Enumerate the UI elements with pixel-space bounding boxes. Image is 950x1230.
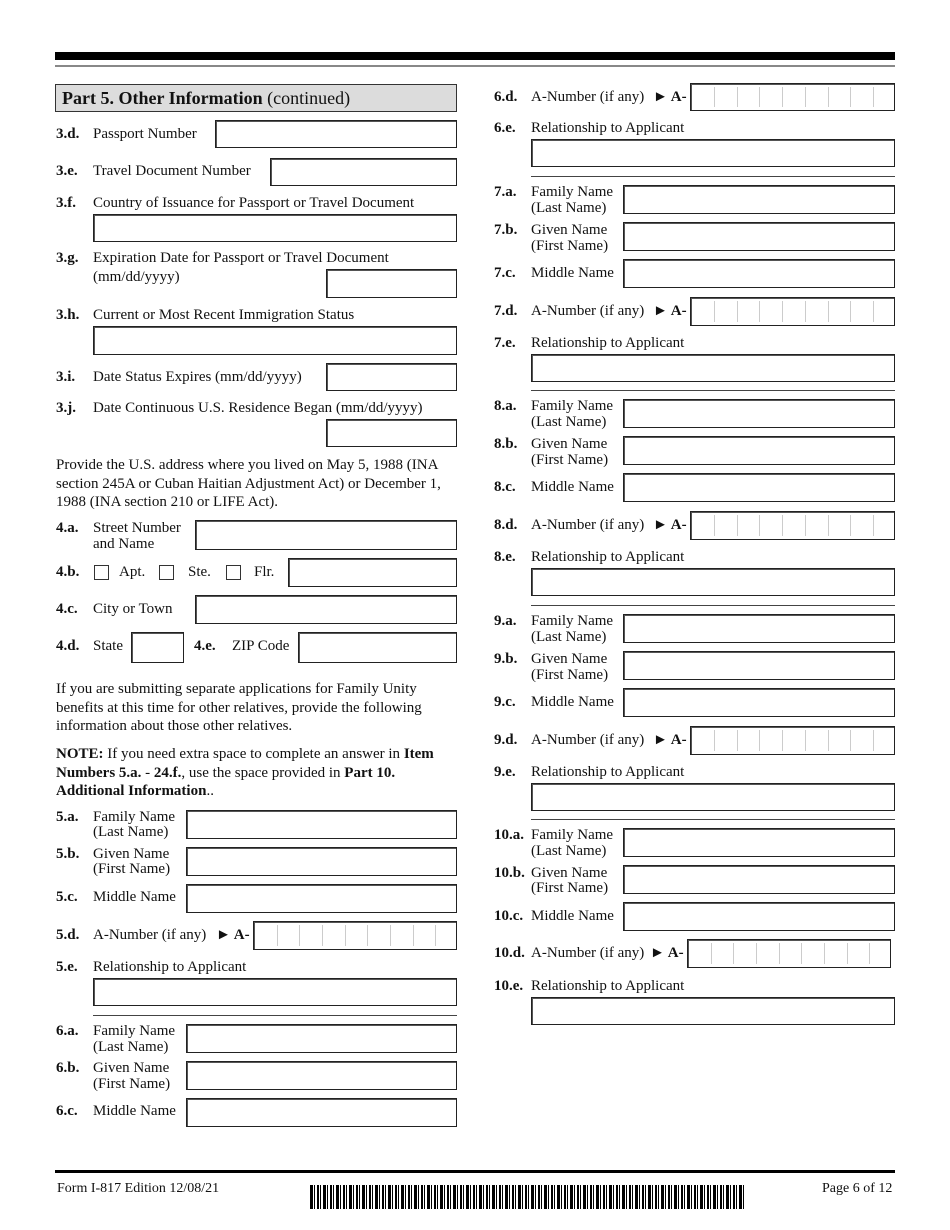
section-divider [531, 390, 895, 391]
country-of-issuance-input[interactable] [93, 214, 457, 242]
a-number-input-8d[interactable] [690, 511, 895, 540]
field-label: A-Number (if any) [93, 927, 207, 943]
item-number: 10.c. [494, 908, 524, 924]
note-item-start: Item Numbers 5.a. [56, 746, 434, 781]
item-number: 3.f. [56, 195, 76, 211]
field-label: Middle Name [93, 1103, 176, 1119]
field-label: Given Name [531, 865, 608, 881]
field-label-sub: (First Name) [531, 238, 609, 254]
ste-checkbox[interactable] [159, 565, 174, 580]
section-header [55, 84, 457, 112]
item-number: 7.b. [494, 222, 518, 238]
item-number: 3.i. [56, 369, 76, 385]
a-number-digit-divider [714, 301, 715, 322]
item-number: 3.g. [56, 250, 79, 266]
family-name-input-7[interactable] [623, 185, 895, 214]
field-label-sub: (First Name) [531, 880, 609, 896]
status-expires-input[interactable] [326, 363, 457, 391]
top-rule-thin [55, 65, 895, 67]
a-number-prefix: ► A- [653, 517, 687, 533]
middle-name-input-7[interactable] [623, 259, 895, 288]
barcode [310, 1185, 744, 1209]
given-name-input-5[interactable] [186, 847, 457, 876]
section-divider [93, 1015, 457, 1016]
field-label: Family Name [531, 398, 614, 414]
item-number: 8.d. [494, 517, 518, 533]
a-number-digit-divider [873, 301, 874, 322]
item-number: 8.b. [494, 436, 518, 452]
item-number: 7.a. [494, 184, 517, 200]
item-number: 10.a. [494, 827, 524, 843]
a-number-digit-divider [367, 925, 368, 946]
field-label: Street Number [93, 520, 181, 536]
field-label: Given Name [93, 846, 170, 862]
a-number-digit-divider [759, 301, 760, 322]
family-name-input-9[interactable] [623, 614, 895, 643]
field-label-sub: (First Name) [531, 667, 609, 683]
a-number-prefix: ► A- [216, 927, 250, 943]
item-number: 8.a. [494, 398, 517, 414]
item-number: 6.b. [56, 1060, 80, 1076]
a-number-digit-divider [759, 730, 760, 751]
residence-began-input[interactable] [326, 419, 457, 447]
a-number-digit-divider [782, 730, 783, 751]
field-label-sub: (Last Name) [93, 1039, 169, 1055]
item-number: 6.c. [56, 1103, 78, 1119]
a-number-digit-divider [733, 943, 734, 964]
middle-name-input-8[interactable] [623, 473, 895, 502]
field-label: A-Number (if any) [531, 732, 645, 748]
a-number-digit-divider [873, 730, 874, 751]
form-edition: Form I-817 Edition 12/08/21 [57, 1181, 220, 1196]
field-label: Middle Name [531, 265, 614, 281]
family-name-input-6[interactable] [186, 1024, 457, 1053]
field-label: Relationship to Applicant [531, 549, 685, 565]
section-divider [531, 819, 895, 820]
middle-name-input-6[interactable] [186, 1098, 457, 1127]
a-number-digit-divider [782, 515, 783, 536]
item-number: 9.a. [494, 613, 517, 629]
a-number-input-6d[interactable] [690, 83, 895, 111]
field-label: Middle Name [531, 908, 614, 924]
note-part-ref: Part 10. Additional Information [56, 764, 396, 799]
note-text: If you need extra space to complete an answer in [103, 746, 404, 762]
item-number: 10.d. [494, 945, 525, 961]
field-label-sub: (Last Name) [531, 414, 607, 430]
middle-name-input-10[interactable] [623, 902, 895, 931]
ste-label: Ste. [188, 564, 211, 580]
a-number-input-9d[interactable] [690, 726, 895, 755]
field-label-sub: (Last Name) [531, 843, 607, 859]
middle-name-input-9[interactable] [623, 688, 895, 717]
field-label-sub: (mm/dd/yyyy) [93, 269, 180, 285]
field-label-sub: and Name [93, 536, 155, 552]
item-number: 3.e. [56, 163, 78, 179]
field-label: Date Continuous U.S. Residence Began (mm/dd/yyyy) [93, 400, 423, 416]
passport-number-input[interactable] [215, 120, 457, 148]
a-number-digit-divider [345, 925, 346, 946]
a-number-input-5d[interactable] [253, 921, 457, 950]
a-number-prefix: ► A- [653, 89, 687, 105]
item-number: 5.a. [56, 809, 79, 825]
a-number-digit-divider [756, 943, 757, 964]
item-number: 5.d. [56, 927, 80, 943]
field-label: Relationship to Applicant [531, 335, 685, 351]
city-input[interactable] [195, 595, 457, 624]
relationship-input-8[interactable] [531, 568, 895, 596]
item-number: 5.b. [56, 846, 80, 862]
flr-checkbox[interactable] [226, 565, 241, 580]
relationship-input-9[interactable] [531, 783, 895, 811]
field-label: Travel Document Number [93, 163, 251, 179]
a-number-digit-divider [322, 925, 323, 946]
immigration-status-input[interactable] [93, 326, 457, 355]
field-label: Date Status Expires (mm/dd/yyyy) [93, 369, 302, 385]
a-number-prefix: ► A- [653, 303, 687, 319]
a-number-digit-divider [847, 943, 848, 964]
a-number-prefix: ► A- [653, 732, 687, 748]
a-number-digit-divider [805, 301, 806, 322]
family-name-input-8[interactable] [623, 399, 895, 428]
relationship-input-10[interactable] [531, 997, 895, 1025]
given-name-input-6[interactable] [186, 1061, 457, 1090]
expiration-date-input[interactable] [326, 269, 457, 298]
apt-label: Apt. [119, 564, 146, 580]
item-number: 3.h. [56, 307, 80, 323]
field-label: A-Number (if any) [531, 303, 645, 319]
a-number-digit-divider [299, 925, 300, 946]
a-number-digit-divider [277, 925, 278, 946]
item-number: 6.d. [494, 89, 518, 105]
field-label: Middle Name [531, 479, 614, 495]
zip-code-input[interactable] [298, 632, 457, 663]
a-number-digit-divider [828, 730, 829, 751]
a-number-digit-divider [805, 730, 806, 751]
given-name-input-10[interactable] [623, 865, 895, 894]
field-label: Given Name [531, 436, 608, 452]
top-rule [55, 52, 895, 60]
item-number: 5.e. [56, 959, 78, 975]
item-number: 3.j. [56, 400, 76, 416]
a-number-digit-divider [714, 515, 715, 536]
field-label: City or Town [93, 601, 173, 617]
item-number: 4.c. [56, 601, 78, 617]
relationship-input-5[interactable] [93, 978, 457, 1006]
item-number: 4.d. [56, 638, 80, 654]
middle-name-input-5[interactable] [186, 884, 457, 913]
item-number: 9.b. [494, 651, 518, 667]
field-label: Middle Name [93, 889, 176, 905]
a-number-digit-divider [714, 87, 715, 107]
a-number-input-10d[interactable] [687, 939, 891, 968]
item-number: 6.e. [494, 120, 516, 136]
section-title: Part 5. Other Information [62, 88, 263, 108]
a-number-digit-divider [850, 515, 851, 536]
field-label: Given Name [531, 222, 608, 238]
a-number-digit-divider [435, 925, 436, 946]
field-label: Family Name [531, 827, 614, 843]
a-number-digit-divider [737, 515, 738, 536]
item-number: 3.d. [56, 126, 80, 142]
note-label: NOTE: [56, 746, 104, 762]
item-number: 9.d. [494, 732, 518, 748]
field-label: A-Number (if any) [531, 945, 645, 961]
a-number-digit-divider [390, 925, 391, 946]
note-text: - [141, 764, 154, 781]
a-number-digit-divider [779, 943, 780, 964]
section-divider [531, 605, 895, 606]
given-name-input-7[interactable] [623, 222, 895, 251]
field-label: Relationship to Applicant [531, 978, 685, 994]
field-label: Family Name [93, 809, 176, 825]
field-label-sub: (First Name) [93, 1076, 171, 1092]
state-select[interactable] [131, 632, 184, 663]
field-label: Relationship to Applicant [531, 764, 685, 780]
item-number: 6.a. [56, 1023, 79, 1039]
family-name-input-10[interactable] [623, 828, 895, 857]
field-label: Passport Number [93, 126, 197, 142]
page-number: Page 6 of 12 [822, 1181, 893, 1196]
item-number: 10.b. [494, 865, 525, 881]
a-number-digit-divider [711, 943, 712, 964]
item-number: 8.c. [494, 479, 516, 495]
field-label-sub: (First Name) [93, 861, 171, 877]
address-instructions: Provide the U.S. address where you lived on May 5, 1988 (INA section 245A or Cuban Haitian Adjustment Act) or December 1, 1988 (INA section 210 or LIFE Act). [56, 457, 441, 510]
field-label: Current or Most Recent Immigration Status [93, 307, 355, 323]
relationship-input-6[interactable] [531, 139, 895, 167]
apt-checkbox[interactable] [94, 565, 109, 580]
field-label: Country of Issuance for Passport or Travel Document [93, 195, 415, 211]
item-number: 7.c. [494, 265, 516, 281]
item-number: 5.c. [56, 889, 78, 905]
a-number-digit-divider [850, 87, 851, 107]
street-input[interactable] [195, 520, 457, 550]
footer-rule [55, 1170, 895, 1173]
item-number: 4.b. [56, 564, 80, 580]
a-number-digit-divider [759, 87, 760, 107]
a-number-digit-divider [850, 730, 851, 751]
a-number-digit-divider [714, 730, 715, 751]
unit-number-input[interactable] [288, 558, 457, 587]
item-number: 7.d. [494, 303, 518, 319]
field-label: Relationship to Applicant [531, 120, 685, 136]
field-label: Given Name [93, 1060, 170, 1076]
note-text: , use the space provided in [181, 764, 345, 781]
a-number-input-7d[interactable] [690, 297, 895, 326]
item-number: 4.e. [194, 638, 216, 654]
item-number: 8.e. [494, 549, 516, 565]
field-label: Relationship to Applicant [93, 959, 247, 975]
item-number: 4.a. [56, 520, 79, 536]
given-name-input-8[interactable] [623, 436, 895, 465]
a-number-digit-divider [828, 87, 829, 107]
travel-document-number-input[interactable] [270, 158, 457, 186]
field-label: Given Name [531, 651, 608, 667]
section-title-suffix: (continued) [262, 88, 351, 108]
field-label: Family Name [531, 184, 614, 200]
a-number-digit-divider [805, 515, 806, 536]
field-label-sub: (Last Name) [531, 200, 607, 216]
field-label: Family Name [531, 613, 614, 629]
a-number-digit-divider [828, 301, 829, 322]
relationship-input-7[interactable] [531, 354, 895, 382]
a-number-digit-divider [759, 515, 760, 536]
item-number: 9.c. [494, 694, 516, 710]
field-label-sub: (First Name) [531, 452, 609, 468]
field-label-sub: (Last Name) [531, 629, 607, 645]
section-divider [531, 176, 895, 177]
field-label: State [93, 638, 123, 654]
note-item-end: 24.f. [153, 764, 182, 781]
a-number-digit-divider [413, 925, 414, 946]
item-number: 7.e. [494, 335, 516, 351]
a-number-digit-divider [801, 943, 802, 964]
a-number-prefix: ► A- [650, 945, 684, 961]
relatives-instructions: If you are submitting separate applications for Family Unity benefits at this time for other relatives, provide the following information about those other relatives. [56, 681, 422, 734]
note-instructions [56, 745, 456, 801]
a-number-digit-divider [737, 301, 738, 322]
family-name-input-5[interactable] [186, 810, 457, 839]
item-number: 10.e. [494, 978, 524, 994]
field-label: A-Number (if any) [531, 89, 645, 105]
a-number-digit-divider [828, 515, 829, 536]
a-number-digit-divider [873, 515, 874, 536]
a-number-digit-divider [869, 943, 870, 964]
a-number-digit-divider [824, 943, 825, 964]
note-text: .. [206, 783, 214, 799]
a-number-digit-divider [737, 730, 738, 751]
item-number: 9.e. [494, 764, 516, 780]
a-number-digit-divider [873, 87, 874, 107]
given-name-input-9[interactable] [623, 651, 895, 680]
field-label: Middle Name [531, 694, 614, 710]
a-number-digit-divider [782, 301, 783, 322]
a-number-digit-divider [782, 87, 783, 107]
field-label: A-Number (if any) [531, 517, 645, 533]
field-label: Expiration Date for Passport or Travel Document [93, 250, 389, 266]
a-number-digit-divider [805, 87, 806, 107]
field-label: Family Name [93, 1023, 176, 1039]
field-label: ZIP Code [232, 638, 290, 654]
a-number-digit-divider [737, 87, 738, 107]
flr-label: Flr. [254, 564, 275, 580]
a-number-digit-divider [850, 301, 851, 322]
field-label-sub: (Last Name) [93, 824, 169, 840]
